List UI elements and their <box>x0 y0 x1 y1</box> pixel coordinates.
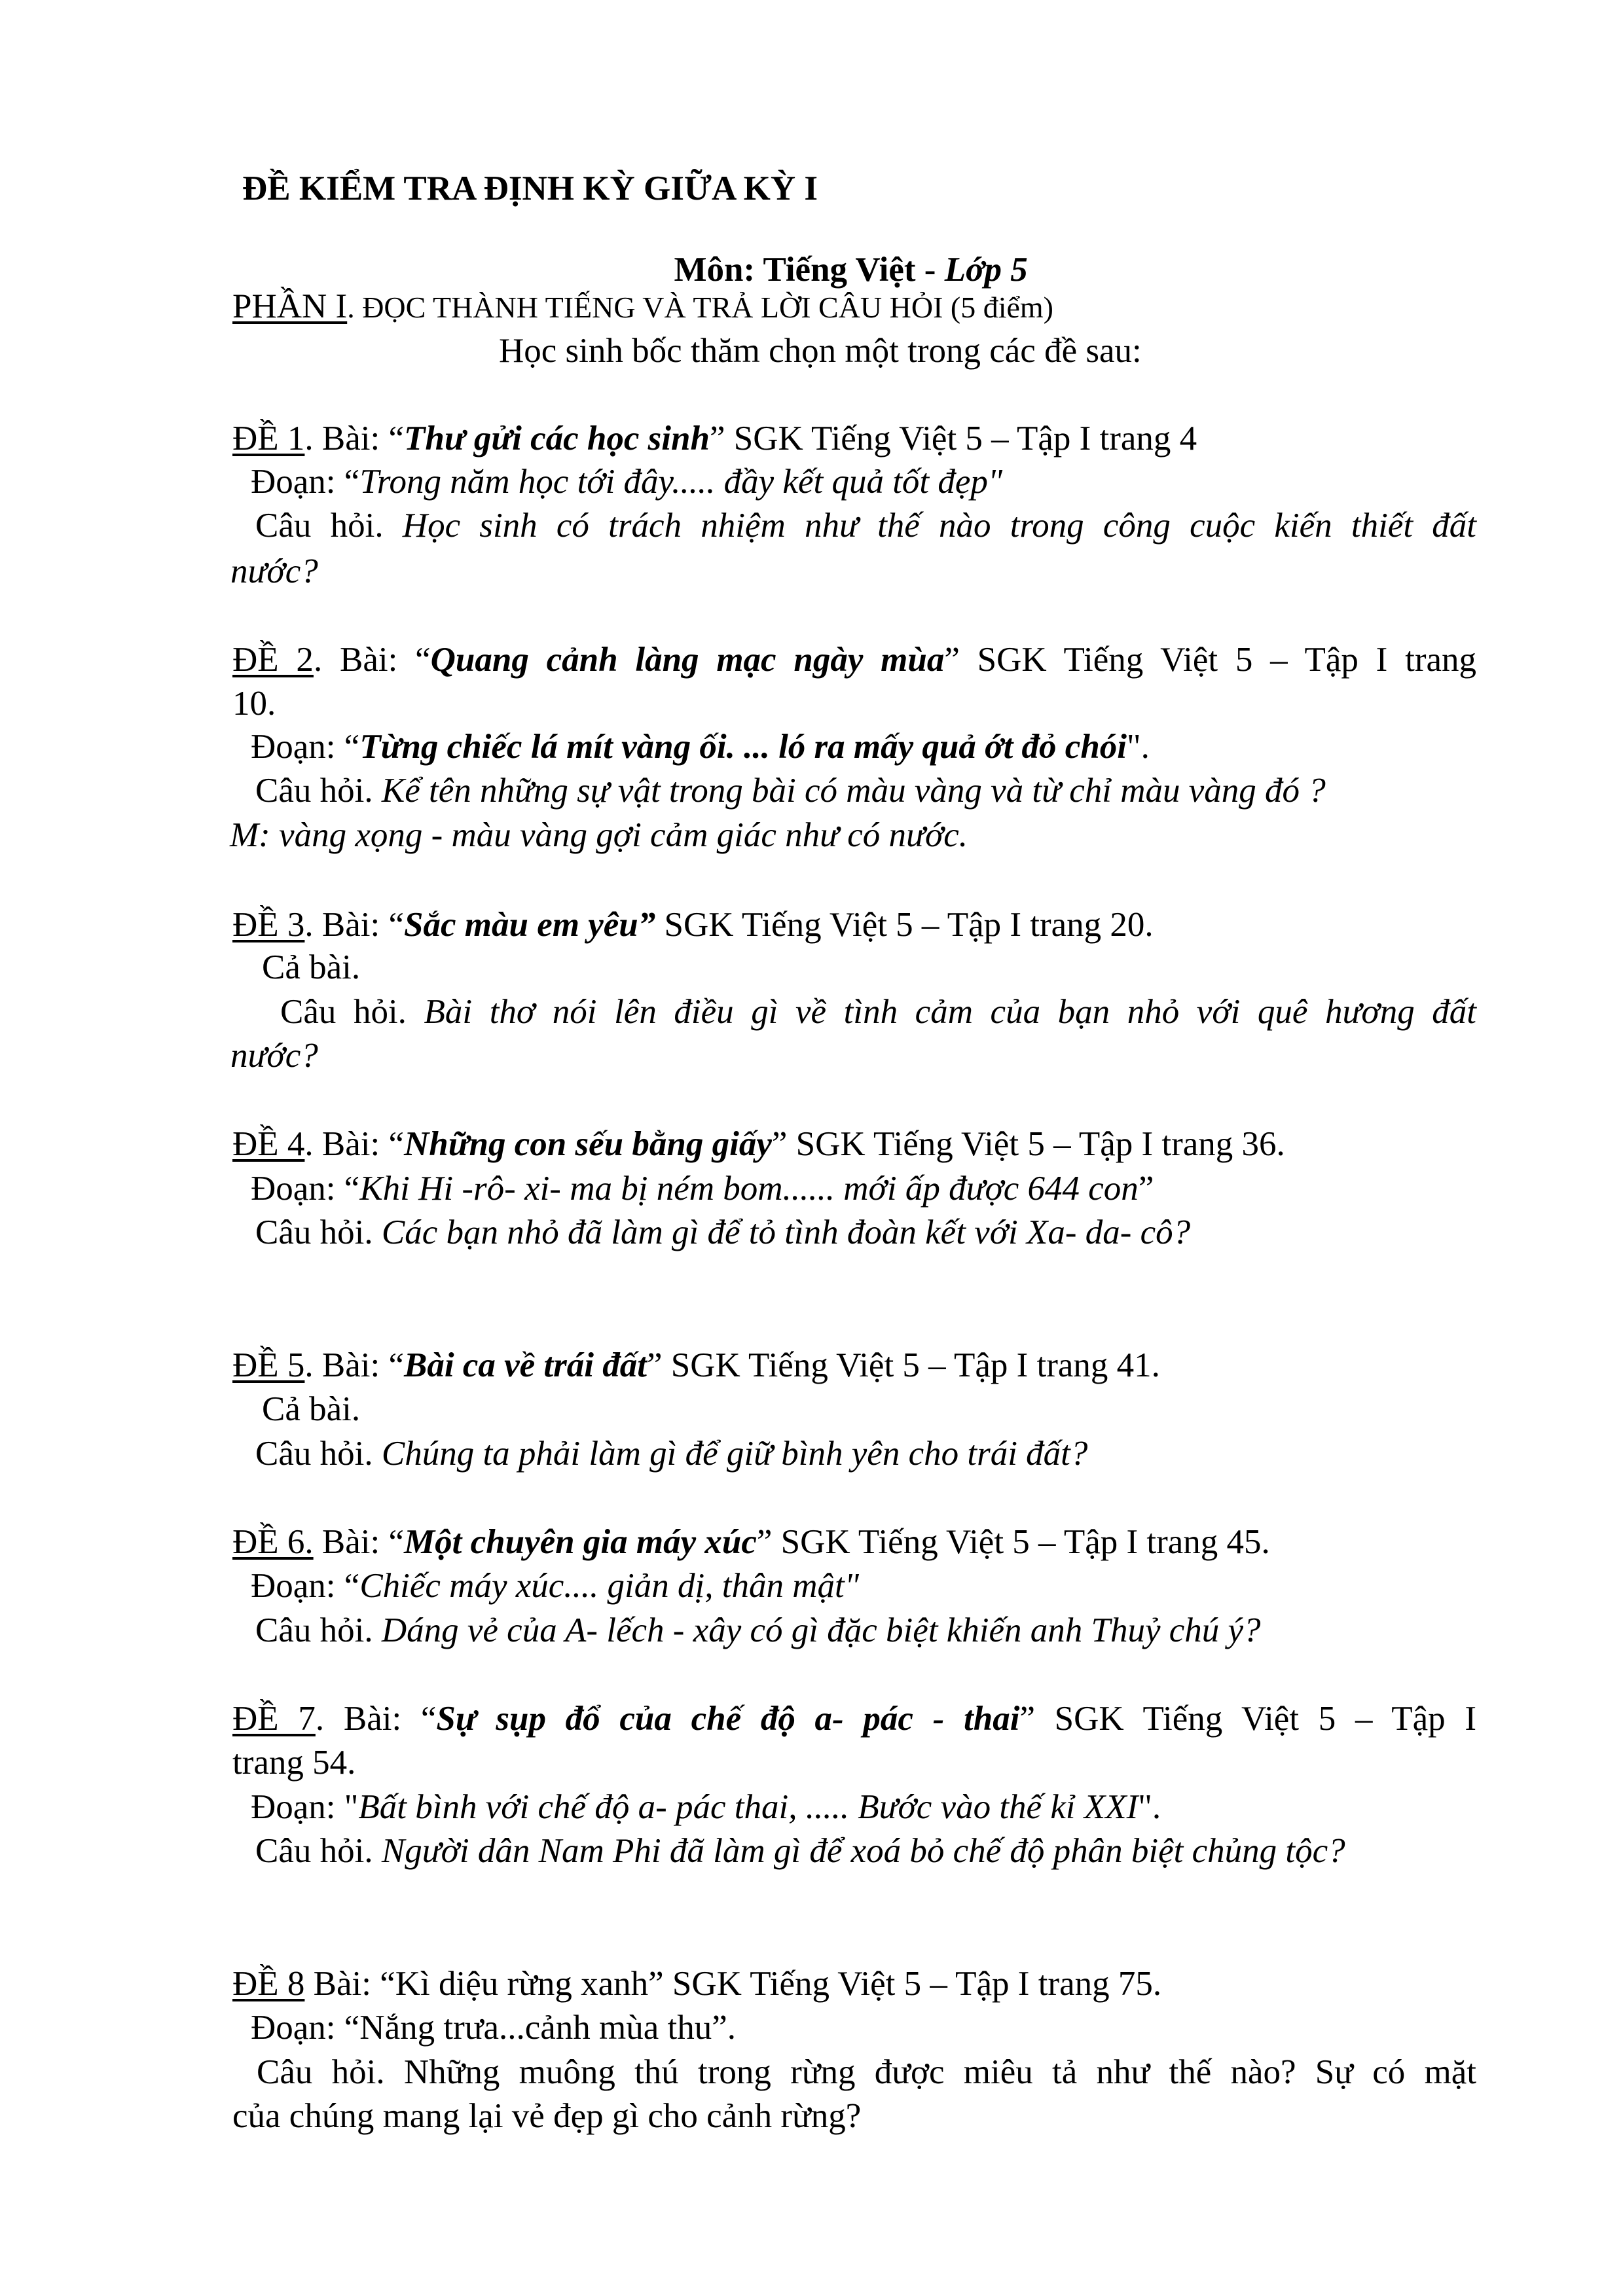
text-segment: . ĐỌC THÀNH TIẾNG VÀ TRẢ LỜI CÂU HỎI (5 điểm) <box>347 291 1054 324</box>
text-segment: Câu hỏi. <box>255 772 382 810</box>
text-segment: ". <box>1127 728 1150 766</box>
text-segment: Chúng ta phải làm gì để giữ bình yên cho trái đất? <box>381 1435 1088 1473</box>
text-line <box>232 2094 861 2138</box>
text-segment: ” SGK Tiếng Việt 5 – Tập I trang <box>944 641 1477 679</box>
lesson-title: Bài ca về trái đất <box>404 1346 647 1384</box>
text-segment: Đoạn: “Nắng trưa...cảnh mùa thu”. <box>251 2009 737 2047</box>
text-segment: Người dân Nam Phi đã làm gì để xoá bỏ chế độ phân biệt chủng tộc? <box>381 1832 1345 1870</box>
text-line <box>251 1166 1154 1211</box>
text-segment: Câu hỏi. <box>255 507 403 545</box>
text-segment: Bài thơ nói lên điều gì về tình cảm của bạn nhỏ với quê hương đất <box>424 993 1477 1031</box>
text-line <box>232 1520 1270 1564</box>
section-label: ĐỀ 6. <box>232 1523 314 1561</box>
lesson-title: Những con sếu bằng giấy <box>404 1125 772 1163</box>
text-segment: Khi Hi -rô- xi- ma bị ném bom...... mới ấp được 644 con <box>359 1170 1139 1208</box>
section-label: ĐỀ 3 <box>232 906 305 944</box>
text-line <box>251 1564 859 1608</box>
lesson-title: Quang cảnh làng mạc ngày mùa <box>430 641 945 679</box>
text-segment: ” SGK Tiếng Việt 5 – Tập I trang 4 <box>709 420 1197 457</box>
text-line <box>255 1210 1190 1255</box>
text-line <box>499 329 1142 373</box>
text-line <box>232 284 1053 329</box>
text-segment: Câu hỏi. <box>255 1832 382 1870</box>
text-segment: Học sinh có trách nhiệm như thế nào trong công cuộc kiến thiết đất <box>402 507 1476 545</box>
subject-label: Môn: Tiếng Việt - <box>674 251 945 289</box>
text-line <box>251 2005 736 2050</box>
text-line <box>230 1033 318 1078</box>
section-label: ĐỀ 7 <box>232 1700 316 1738</box>
text-segment: Bài: “ <box>313 1523 405 1561</box>
section-label: ĐỀ 1 <box>232 420 305 457</box>
text-segment: Câu hỏi. <box>255 1435 382 1473</box>
section-label: ĐỀ 5 <box>232 1346 305 1384</box>
text-segment: . Bài: “ <box>304 906 405 944</box>
text-segment: Đoạn: “ <box>251 1170 360 1208</box>
text-segment: 10. <box>232 685 276 723</box>
text-segment: ” <box>1138 1170 1154 1208</box>
text-line <box>262 1387 360 1431</box>
text-line <box>230 813 968 857</box>
text-segment: ” SGK Tiếng Việt 5 – Tập I <box>1019 1700 1476 1738</box>
text-line <box>232 1343 1160 1388</box>
text-segment: M: vàng xọng - màu vàng gợi cảm giác như có nước. <box>230 816 968 854</box>
subject-line <box>657 203 1028 289</box>
text-segment: . Bài: “ <box>304 1346 405 1384</box>
text-segment: Bất bình với chế độ a- pác thai, ..... Bước vào thế kỉ XXI <box>358 1788 1139 1826</box>
lesson-title: Sắc màu em yêu” <box>404 906 656 944</box>
text-segment: Chiếc máy xúc.... giản dị, thân mật" <box>359 1567 859 1605</box>
lesson-title: Một chuyên gia máy xúc <box>404 1523 757 1561</box>
text-line <box>251 725 1150 769</box>
lesson-title: Sự sụp đổ của chế độ a- pác - thai <box>436 1700 1020 1738</box>
text-line <box>232 1696 1476 1741</box>
text-segment: . Bài: “ <box>304 420 405 457</box>
text-line <box>232 416 1197 461</box>
grade-label: Lớp 5 <box>944 251 1028 289</box>
text-line <box>255 1608 1261 1653</box>
text-line <box>257 2050 1476 2094</box>
text-line <box>230 549 318 594</box>
text-line <box>232 1740 356 1785</box>
text-segment: SGK Tiếng Việt 5 – Tập I trang 20. <box>655 906 1154 944</box>
text-line <box>232 637 1476 682</box>
text-line <box>255 1829 1345 1873</box>
text-segment: Câu hỏi. <box>280 993 424 1031</box>
text-segment: Trong năm học tới đây..... đầy kết quả tốt đẹp" <box>359 463 1003 501</box>
text-segment: ” SGK Tiếng Việt 5 – Tập I trang 36. <box>771 1125 1285 1163</box>
text-segment: Dáng vẻ của A- lếch - xây có gì đặc biệt khiến anh Thuỷ chú ý? <box>381 1611 1261 1649</box>
text-segment: Cả bài. <box>262 948 361 986</box>
text-line <box>232 681 276 726</box>
text-segment: của chúng mang lại vẻ đẹp gì cho cảnh rừng? <box>232 2097 862 2135</box>
section-label: ĐỀ 8 <box>232 1965 305 2003</box>
text-line <box>232 1962 1161 2006</box>
document-title: ĐỀ KIỂM TRA ĐỊNH KỲ GIỮA KỲ I <box>242 170 818 207</box>
text-line <box>262 945 360 990</box>
text-segment: Câu hỏi. <box>255 1213 382 1251</box>
text-line <box>232 1122 1285 1166</box>
text-segment: ". <box>1138 1788 1161 1826</box>
text-segment: Các bạn nhỏ đã làm gì để tỏ tình đoàn kết với Xa- da- cô? <box>381 1213 1191 1251</box>
text-segment: Học sinh bốc thăm chọn một trong các đề sau: <box>499 332 1142 370</box>
lesson-title: Từng chiếc lá mít vàng ối. ... ló ra mấy quả ớt đỏ chói <box>359 728 1127 766</box>
text-segment: . Bài: “ <box>315 1700 437 1738</box>
text-segment: Câu hỏi. <box>255 1611 382 1649</box>
section-label: ĐỀ 4 <box>232 1125 305 1163</box>
text-segment: . Bài: “ <box>304 1125 405 1163</box>
text-segment: Bài: “Kì diệu rừng xanh” SGK Tiếng Việt 5 – Tập I trang 75. <box>304 1965 1162 2003</box>
text-line <box>255 1431 1087 1476</box>
text-segment: Đoạn: “ <box>251 1567 360 1605</box>
text-line <box>280 990 1476 1034</box>
text-segment: . Bài: “ <box>313 641 431 679</box>
text-line <box>251 1785 1161 1829</box>
text-segment: nước? <box>230 1037 318 1075</box>
text-segment: trang 54. <box>232 1744 356 1782</box>
text-segment: Cả bài. <box>262 1390 361 1428</box>
text-segment: ” SGK Tiếng Việt 5 – Tập I trang 41. <box>646 1346 1160 1384</box>
lesson-title: Thư gửi các học sinh <box>404 420 710 457</box>
text-segment: ” SGK Tiếng Việt 5 – Tập I trang 45. <box>756 1523 1270 1561</box>
text-segment: Đoạn: " <box>251 1788 359 1826</box>
text-segment: nước? <box>230 552 318 590</box>
text-line <box>255 503 1476 548</box>
text-segment: Đoạn: “ <box>251 728 360 766</box>
text-segment: Kể tên những sự vật trong bài có màu vàng và từ chỉ màu vàng đó ? <box>381 772 1326 810</box>
text-line <box>255 768 1326 813</box>
text-line <box>251 459 1002 504</box>
text-segment: Đoạn: “ <box>251 463 360 501</box>
text-line <box>232 903 1154 947</box>
section-label: PHẦN I <box>232 287 348 325</box>
text-segment: Câu hỏi. Những muông thú trong rừng được miêu tả như thế nào? Sự có mặt <box>257 2053 1476 2091</box>
section-label: ĐỀ 2 <box>232 641 314 679</box>
